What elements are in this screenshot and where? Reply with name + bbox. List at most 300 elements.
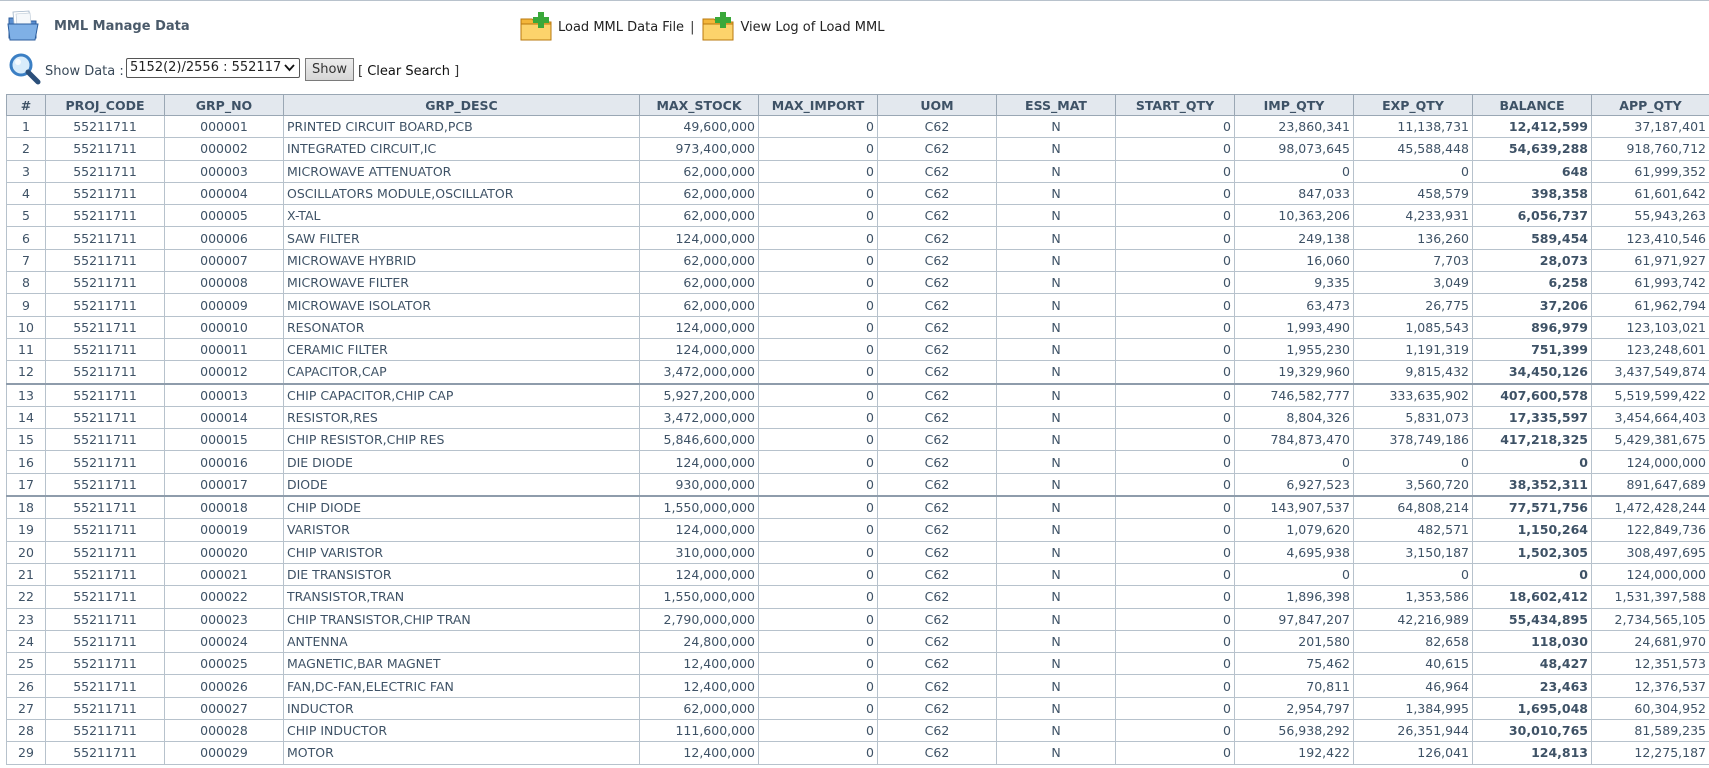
cell-: 2: [7, 138, 46, 160]
cell-max-stock: 62,000,000: [640, 182, 759, 204]
cell-uom: C62: [878, 361, 997, 384]
cell-start-qty: 0: [1116, 519, 1235, 541]
cell-exp-qty: 3,049: [1354, 272, 1473, 294]
cell-ess-mat: N: [997, 563, 1116, 585]
cell-proj-code: 55211711: [46, 742, 165, 764]
cell-app-qty: 918,760,712: [1592, 138, 1709, 160]
column-header-[interactable]: #: [7, 95, 46, 116]
cell-ess-mat: N: [997, 361, 1116, 384]
cell-grp-no: 000020: [165, 541, 284, 563]
cell-max-import: 0: [759, 563, 878, 585]
cell-: 1: [7, 116, 46, 138]
cell-max-stock: 3,472,000,000: [640, 361, 759, 384]
column-header-grp-desc[interactable]: GRP_DESC: [284, 95, 640, 116]
cell-grp-no: 000029: [165, 742, 284, 764]
cell-uom: C62: [878, 316, 997, 338]
cell-ess-mat: N: [997, 316, 1116, 338]
cell-grp-desc: RESISTOR,RES: [284, 406, 640, 428]
cell-exp-qty: 45,588,448: [1354, 138, 1473, 160]
cell-proj-code: 55211711: [46, 361, 165, 384]
cell-: 6: [7, 227, 46, 249]
table-row[interactable]: [7, 429, 1709, 451]
table-row[interactable]: [7, 116, 1709, 138]
cell-balance: 34,450,126: [1473, 361, 1592, 384]
cell-: 20: [7, 541, 46, 563]
table-row[interactable]: [7, 697, 1709, 719]
cell-exp-qty: 1,353,586: [1354, 586, 1473, 608]
cell-app-qty: 5,429,381,675: [1592, 429, 1709, 451]
cell-balance: 48,427: [1473, 653, 1592, 675]
cell-balance: 0: [1473, 451, 1592, 473]
cell-imp-qty: 70,811: [1235, 675, 1354, 697]
cell-app-qty: 12,376,537: [1592, 675, 1709, 697]
cell-max-import: 0: [759, 294, 878, 316]
column-header-start-qty[interactable]: START_QTY: [1116, 95, 1235, 116]
cell-ess-mat: N: [997, 586, 1116, 608]
cell-max-import: 0: [759, 630, 878, 652]
table-row[interactable]: [7, 384, 1709, 407]
cell-grp-desc: MICROWAVE FILTER: [284, 272, 640, 294]
cell-uom: C62: [878, 496, 997, 519]
cell-balance: 6,258: [1473, 272, 1592, 294]
cell-grp-no: 000005: [165, 205, 284, 227]
cell-grp-no: 000009: [165, 294, 284, 316]
cell-max-import: 0: [759, 742, 878, 764]
cell-app-qty: 60,304,952: [1592, 697, 1709, 719]
cell-proj-code: 55211711: [46, 541, 165, 563]
cell-max-stock: 12,400,000: [640, 653, 759, 675]
table-row[interactable]: [7, 338, 1709, 360]
cell-start-qty: 0: [1116, 338, 1235, 360]
cell-grp-no: 000010: [165, 316, 284, 338]
cell-app-qty: 1,472,428,244: [1592, 496, 1709, 519]
cell-ess-mat: N: [997, 697, 1116, 719]
cell-proj-code: 55211711: [46, 653, 165, 675]
table-row[interactable]: [7, 563, 1709, 585]
cell-: 5: [7, 205, 46, 227]
clear-search: [358, 64, 459, 79]
cell-app-qty: 3,454,664,403: [1592, 406, 1709, 428]
cell-proj-code: 55211711: [46, 720, 165, 742]
cell-start-qty: 0: [1116, 742, 1235, 764]
cell-imp-qty: 56,938,292: [1235, 720, 1354, 742]
cell-imp-qty: 1,079,620: [1235, 519, 1354, 541]
cell-start-qty: 0: [1116, 361, 1235, 384]
cell-grp-desc: DIODE: [284, 473, 640, 496]
column-header-exp-qty[interactable]: EXP_QTY: [1354, 95, 1473, 116]
cell-app-qty: 37,187,401: [1592, 116, 1709, 138]
cell-: 18: [7, 496, 46, 519]
cell-app-qty: 12,275,187: [1592, 742, 1709, 764]
cell-app-qty: 61,971,927: [1592, 249, 1709, 271]
cell-uom: C62: [878, 294, 997, 316]
cell-imp-qty: 0: [1235, 160, 1354, 182]
cell-max-import: 0: [759, 496, 878, 519]
cell-exp-qty: 3,150,187: [1354, 541, 1473, 563]
cell-ess-mat: N: [997, 630, 1116, 652]
cell-exp-qty: 7,703: [1354, 249, 1473, 271]
cell-imp-qty: 0: [1235, 451, 1354, 473]
cell-: 16: [7, 451, 46, 473]
cell-grp-no: 000022: [165, 586, 284, 608]
cell-max-stock: 3,472,000,000: [640, 406, 759, 428]
cell-max-stock: 1,550,000,000: [640, 496, 759, 519]
folder-add-icon: [520, 12, 554, 42]
column-header-proj-code[interactable]: PROJ_CODE: [46, 95, 165, 116]
cell-imp-qty: 97,847,207: [1235, 608, 1354, 630]
cell-ess-mat: N: [997, 541, 1116, 563]
magnifier-icon: [6, 52, 42, 86]
cell-start-qty: 0: [1116, 160, 1235, 182]
cell-balance: 1,695,048: [1473, 697, 1592, 719]
cell-start-qty: 0: [1116, 608, 1235, 630]
cell-imp-qty: 23,860,341: [1235, 116, 1354, 138]
cell-exp-qty: 26,775: [1354, 294, 1473, 316]
cell-app-qty: 1,531,397,588: [1592, 586, 1709, 608]
cell-proj-code: 55211711: [46, 182, 165, 204]
cell-balance: 18,602,412: [1473, 586, 1592, 608]
cell-max-stock: 124,000,000: [640, 338, 759, 360]
table-row[interactable]: [7, 496, 1709, 519]
cell-imp-qty: 8,804,326: [1235, 406, 1354, 428]
cell-imp-qty: 19,329,960: [1235, 361, 1354, 384]
cell-uom: C62: [878, 697, 997, 719]
cell-grp-desc: CHIP TRANSISTOR,CHIP TRAN: [284, 608, 640, 630]
cell-proj-code: 55211711: [46, 519, 165, 541]
cell-uom: C62: [878, 138, 997, 160]
load-mml-label: Load MML Data File: [558, 19, 685, 35]
cell-app-qty: 124,000,000: [1592, 563, 1709, 585]
cell-exp-qty: 333,635,902: [1354, 384, 1473, 407]
cell-: 7: [7, 249, 46, 271]
cell-ess-mat: N: [997, 406, 1116, 428]
cell-balance: 124,813: [1473, 742, 1592, 764]
cell-: 14: [7, 406, 46, 428]
cell-proj-code: 55211711: [46, 630, 165, 652]
table-row[interactable]: [7, 519, 1709, 541]
cell-start-qty: 0: [1116, 451, 1235, 473]
table-row[interactable]: [7, 294, 1709, 316]
cell-imp-qty: 249,138: [1235, 227, 1354, 249]
cell-balance: 55,434,895: [1473, 608, 1592, 630]
cell-max-import: 0: [759, 182, 878, 204]
cell-uom: C62: [878, 586, 997, 608]
table-row[interactable]: [7, 586, 1709, 608]
cell-exp-qty: 46,964: [1354, 675, 1473, 697]
data-select[interactable]: [126, 58, 300, 78]
cell-grp-desc: VARISTOR: [284, 519, 640, 541]
cell-max-import: 0: [759, 541, 878, 563]
cell-exp-qty: 9,815,432: [1354, 361, 1473, 384]
cell-max-import: 0: [759, 653, 878, 675]
cell-: 26: [7, 675, 46, 697]
cell-: 24: [7, 630, 46, 652]
table-row[interactable]: [7, 249, 1709, 271]
cell-grp-desc: CHIP CAPACITOR,CHIP CAP: [284, 384, 640, 407]
view-log-button[interactable]: [702, 12, 884, 42]
cell-balance: 54,639,288: [1473, 138, 1592, 160]
cell-proj-code: 55211711: [46, 384, 165, 407]
cell-ess-mat: N: [997, 384, 1116, 407]
cell-imp-qty: 746,582,777: [1235, 384, 1354, 407]
page-title: MML Manage Data: [54, 19, 190, 34]
cell-ess-mat: N: [997, 272, 1116, 294]
cell-grp-desc: MOTOR: [284, 742, 640, 764]
cell-imp-qty: 847,033: [1235, 182, 1354, 204]
cell-: 9: [7, 294, 46, 316]
cell-uom: C62: [878, 116, 997, 138]
cell-ess-mat: N: [997, 182, 1116, 204]
cell-uom: C62: [878, 653, 997, 675]
table-row[interactable]: [7, 630, 1709, 652]
cell-max-stock: 124,000,000: [640, 451, 759, 473]
table-row[interactable]: [7, 473, 1709, 496]
cell-grp-desc: CHIP INDUCTOR: [284, 720, 640, 742]
cell-start-qty: 0: [1116, 406, 1235, 428]
cell-max-stock: 62,000,000: [640, 205, 759, 227]
cell-exp-qty: 0: [1354, 451, 1473, 473]
toolbar: [520, 12, 884, 42]
table-row[interactable]: [7, 451, 1709, 473]
cell-balance: 28,073: [1473, 249, 1592, 271]
cell-grp-desc: DIE DIODE: [284, 451, 640, 473]
cell-start-qty: 0: [1116, 697, 1235, 719]
cell-grp-desc: CERAMIC FILTER: [284, 338, 640, 360]
view-log-label: View Log of Load MML: [740, 19, 885, 35]
table-row[interactable]: [7, 160, 1709, 182]
cell-ess-mat: N: [997, 160, 1116, 182]
table-row[interactable]: [7, 675, 1709, 697]
cell-app-qty: 3,437,549,874: [1592, 361, 1709, 384]
cell-max-import: 0: [759, 519, 878, 541]
cell-app-qty: 24,681,970: [1592, 630, 1709, 652]
cell-grp-desc: CAPACITOR,CAP: [284, 361, 640, 384]
cell-balance: 6,056,737: [1473, 205, 1592, 227]
table-row[interactable]: [7, 406, 1709, 428]
cell-exp-qty: 0: [1354, 160, 1473, 182]
cell-uom: C62: [878, 720, 997, 742]
cell-grp-no: 000018: [165, 496, 284, 519]
cell-grp-desc: INDUCTOR: [284, 697, 640, 719]
cell-proj-code: 55211711: [46, 249, 165, 271]
cell-grp-no: 000012: [165, 361, 284, 384]
cell-: 8: [7, 272, 46, 294]
cell-balance: 896,979: [1473, 316, 1592, 338]
cell-max-stock: 5,846,600,000: [640, 429, 759, 451]
cell-exp-qty: 40,615: [1354, 653, 1473, 675]
cell-grp-no: 000027: [165, 697, 284, 719]
column-header-grp-no[interactable]: GRP_NO: [165, 95, 284, 116]
cell-proj-code: 55211711: [46, 473, 165, 496]
column-header-app-qty[interactable]: APP_QTY: [1592, 95, 1709, 116]
cell-uom: C62: [878, 473, 997, 496]
cell-max-import: 0: [759, 227, 878, 249]
cell-balance: 589,454: [1473, 227, 1592, 249]
cell-max-import: 0: [759, 406, 878, 428]
cell-exp-qty: 482,571: [1354, 519, 1473, 541]
cell-max-stock: 12,400,000: [640, 675, 759, 697]
cell-grp-no: 000014: [165, 406, 284, 428]
cell-balance: 1,502,305: [1473, 541, 1592, 563]
cell-ess-mat: N: [997, 338, 1116, 360]
cell-exp-qty: 136,260: [1354, 227, 1473, 249]
cell-grp-no: 000002: [165, 138, 284, 160]
cell-start-qty: 0: [1116, 116, 1235, 138]
cell-app-qty: 123,248,601: [1592, 338, 1709, 360]
table-row[interactable]: [7, 227, 1709, 249]
cell-start-qty: 0: [1116, 586, 1235, 608]
cell-grp-desc: MICROWAVE HYBRID: [284, 249, 640, 271]
column-header-uom[interactable]: UOM: [878, 95, 997, 116]
cell-uom: C62: [878, 429, 997, 451]
cell-max-import: 0: [759, 384, 878, 407]
cell-imp-qty: 201,580: [1235, 630, 1354, 652]
cell-max-stock: 62,000,000: [640, 697, 759, 719]
top-border: [0, 0, 1709, 1]
cell-max-import: 0: [759, 429, 878, 451]
cell-grp-no: 000007: [165, 249, 284, 271]
cell-app-qty: 123,410,546: [1592, 227, 1709, 249]
cell-: 28: [7, 720, 46, 742]
cell-grp-desc: CHIP DIODE: [284, 496, 640, 519]
cell-max-import: 0: [759, 249, 878, 271]
folder-add-icon: [702, 12, 736, 42]
cell-grp-desc: MICROWAVE ATTENUATOR: [284, 160, 640, 182]
cell-grp-desc: INTEGRATED CIRCUIT,IC: [284, 138, 640, 160]
cell-proj-code: 55211711: [46, 675, 165, 697]
show-button[interactable]: Show: [305, 58, 354, 81]
table-row[interactable]: [7, 361, 1709, 384]
cell-uom: C62: [878, 742, 997, 764]
table-header-row: [7, 95, 1709, 116]
cell-proj-code: 55211711: [46, 608, 165, 630]
cell-app-qty: 5,519,599,422: [1592, 384, 1709, 407]
cell-start-qty: 0: [1116, 138, 1235, 160]
cell-balance: 648: [1473, 160, 1592, 182]
cell-start-qty: 0: [1116, 294, 1235, 316]
table-row[interactable]: [7, 205, 1709, 227]
cell-uom: C62: [878, 630, 997, 652]
table-row[interactable]: [7, 316, 1709, 338]
cell-imp-qty: 2,954,797: [1235, 697, 1354, 719]
table-row[interactable]: [7, 653, 1709, 675]
cell-imp-qty: 9,335: [1235, 272, 1354, 294]
table-row[interactable]: [7, 138, 1709, 160]
cell-max-import: 0: [759, 316, 878, 338]
table-row[interactable]: [7, 272, 1709, 294]
cell-ess-mat: N: [997, 227, 1116, 249]
column-header-ess-mat[interactable]: ESS_MAT: [997, 95, 1116, 116]
cell-uom: C62: [878, 451, 997, 473]
cell-uom: C62: [878, 519, 997, 541]
cell-grp-no: 000019: [165, 519, 284, 541]
cell-: 4: [7, 182, 46, 204]
cell-balance: 38,352,311: [1473, 473, 1592, 496]
cell-grp-desc: CHIP VARISTOR: [284, 541, 640, 563]
cell-exp-qty: 42,216,989: [1354, 608, 1473, 630]
cell-max-import: 0: [759, 205, 878, 227]
cell-ess-mat: N: [997, 519, 1116, 541]
cell-: 22: [7, 586, 46, 608]
clear-search-link[interactable]: Clear Search: [367, 64, 451, 79]
cell-max-import: 0: [759, 116, 878, 138]
cell-grp-desc: SAW FILTER: [284, 227, 640, 249]
table-body: [7, 116, 1709, 765]
cell-exp-qty: 64,808,214: [1354, 496, 1473, 519]
table-row[interactable]: [7, 742, 1709, 764]
cell-: 10: [7, 316, 46, 338]
cell-max-import: 0: [759, 160, 878, 182]
table-row[interactable]: [7, 541, 1709, 563]
cell-max-import: 0: [759, 361, 878, 384]
column-header-max-import[interactable]: MAX_IMPORT: [759, 95, 878, 116]
cell-exp-qty: 458,579: [1354, 182, 1473, 204]
cell-max-import: 0: [759, 451, 878, 473]
cell-max-stock: 62,000,000: [640, 272, 759, 294]
cell-start-qty: 0: [1116, 541, 1235, 563]
cell-proj-code: 55211711: [46, 294, 165, 316]
cell-uom: C62: [878, 249, 997, 271]
cell-proj-code: 55211711: [46, 227, 165, 249]
cell-app-qty: 81,589,235: [1592, 720, 1709, 742]
cell-: 17: [7, 473, 46, 496]
load-mml-button[interactable]: [520, 12, 684, 42]
cell-uom: C62: [878, 160, 997, 182]
cell-max-stock: 24,800,000: [640, 630, 759, 652]
cell-proj-code: 55211711: [46, 451, 165, 473]
cell-max-stock: 111,600,000: [640, 720, 759, 742]
cell-start-qty: 0: [1116, 653, 1235, 675]
cell-imp-qty: 63,473: [1235, 294, 1354, 316]
cell-balance: 17,335,597: [1473, 406, 1592, 428]
cell-: 12: [7, 361, 46, 384]
cell-: 15: [7, 429, 46, 451]
cell-max-stock: 49,600,000: [640, 116, 759, 138]
table-row[interactable]: [7, 720, 1709, 742]
cell-app-qty: 2,734,565,105: [1592, 608, 1709, 630]
column-header-max-stock[interactable]: MAX_STOCK: [640, 95, 759, 116]
cell-imp-qty: 10,363,206: [1235, 205, 1354, 227]
cell-uom: C62: [878, 182, 997, 204]
cell-grp-no: 000028: [165, 720, 284, 742]
cell-ess-mat: N: [997, 116, 1116, 138]
cell-balance: 30,010,765: [1473, 720, 1592, 742]
bracket-open: [: [358, 64, 364, 79]
cell-ess-mat: N: [997, 205, 1116, 227]
cell-ess-mat: N: [997, 294, 1116, 316]
cell-exp-qty: 5,831,073: [1354, 406, 1473, 428]
cell-proj-code: 55211711: [46, 338, 165, 360]
cell-grp-no: 000016: [165, 451, 284, 473]
cell-exp-qty: 1,085,543: [1354, 316, 1473, 338]
cell-app-qty: 61,993,742: [1592, 272, 1709, 294]
cell-proj-code: 55211711: [46, 586, 165, 608]
cell-app-qty: 123,103,021: [1592, 316, 1709, 338]
cell-uom: C62: [878, 563, 997, 585]
table-row[interactable]: [7, 608, 1709, 630]
show-data-label: Show Data :: [45, 64, 124, 79]
table-row[interactable]: [7, 182, 1709, 204]
cell-max-stock: 124,000,000: [640, 519, 759, 541]
cell-grp-desc: CHIP RESISTOR,CHIP RES: [284, 429, 640, 451]
column-header-balance[interactable]: BALANCE: [1473, 95, 1592, 116]
column-header-imp-qty[interactable]: IMP_QTY: [1235, 95, 1354, 116]
cell-ess-mat: N: [997, 608, 1116, 630]
cell-app-qty: 12,351,573: [1592, 653, 1709, 675]
cell-max-stock: 124,000,000: [640, 563, 759, 585]
cell-ess-mat: N: [997, 653, 1116, 675]
cell-grp-desc: OSCILLATORS MODULE,OSCILLATOR: [284, 182, 640, 204]
